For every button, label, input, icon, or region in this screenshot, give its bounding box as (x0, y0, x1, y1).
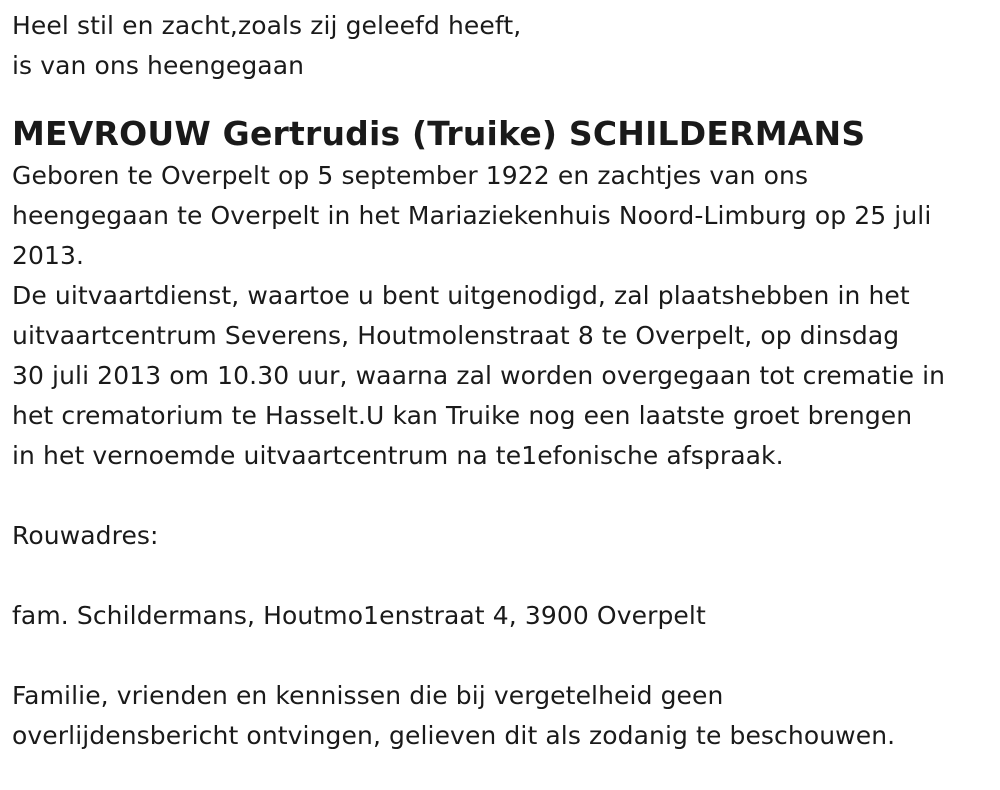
intro-line: is van ons heengegaan (12, 51, 305, 80)
intro-line: Heel stil en zacht,zoals zij geleefd heeft, (12, 11, 522, 40)
mourning-address-label: Rouwadres: (12, 521, 159, 550)
body-line: in het vernoemde uitvaartcentrum na te1efonische afspraak. (12, 441, 784, 470)
body-line: De uitvaartdienst, waartoe u bent uitgenodigd, zal plaatshebben in het (12, 281, 910, 310)
body-line: het crematorium te Hasselt.U kan Truike nog een laatste groet brengen (12, 401, 913, 430)
body-line: Geboren te Overpelt op 5 september 1922 en zachtjes van ons (12, 161, 809, 190)
spacer (12, 556, 992, 596)
deceased-name: MEVROUW Gertrudis (Truike) SCHILDERMANS (12, 114, 866, 153)
closing-line: overlijdensbericht ontvingen, gelieven dit als zodanig te beschouwen. (12, 721, 896, 750)
body-line: heengegaan te Overpelt in het Mariaziekenhuis Noord-Limburg op 25 juli (12, 201, 932, 230)
body-line: 30 juli 2013 om 10.30 uur, waarna zal worden overgegaan tot crematie in (12, 361, 946, 390)
body-line: 2013. (12, 241, 85, 270)
spacer (12, 476, 992, 516)
mourning-address: fam. Schildermans, Houtmo1enstraat 4, 3900 Overpelt (12, 601, 706, 630)
closing-line: Familie, vrienden en kennissen die bij vergetelheid geen (12, 681, 724, 710)
spacer (12, 636, 992, 676)
intro-text (12, 6, 992, 86)
closing-text (12, 676, 992, 756)
death-notice (12, 6, 992, 756)
body-line: uitvaartcentrum Severens, Houtmolenstraat 8 te Overpelt, op dinsdag (12, 321, 900, 350)
notice-body (12, 156, 992, 476)
